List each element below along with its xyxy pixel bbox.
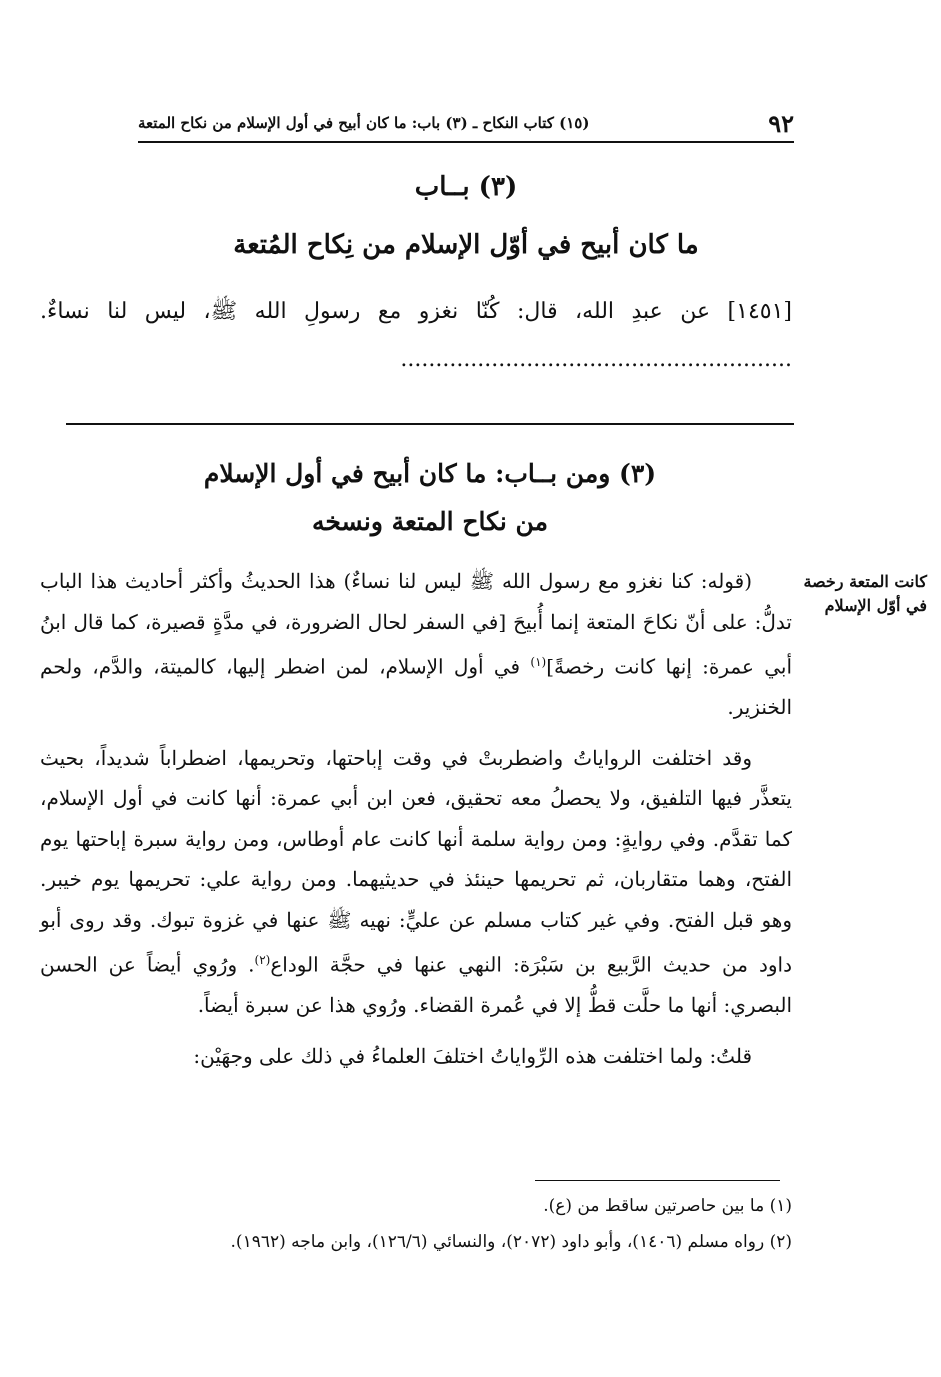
footnote-ref-2[interactable]: (٢): [254, 953, 271, 968]
commentary-paragraph: قلتُ: ولما اختلفت هذه الرِّواياتُ اختلفَ العلماءُ في ذلك على وجهَيْن:: [193, 1043, 752, 1068]
margin-note: كانت المتعة رخصة في أوّل الإسلام: [803, 572, 927, 615]
footnote-1: (١) ما بين حاصرتين ساقط من (ع).: [543, 1196, 792, 1216]
footnotes: [40, 1188, 792, 1260]
chapter-title: ما كان أبيح في أوّل الإسلام من نِكاح المُتعة: [233, 230, 699, 260]
footnote-divider: [535, 1180, 780, 1181]
hadith-text: عن عبدِ الله، قال: كُنّا نغزو مع رسولِ الله ﷺ، ليس لنا نساءٌ.: [40, 299, 711, 324]
chapter-number: (٣) بــاب: [414, 172, 518, 202]
section-title-line-2: من نكاح المتعة ونسخه: [312, 507, 548, 536]
hadith-ellipsis: ........................................................: [400, 347, 792, 372]
section-title: [66, 450, 794, 546]
page-number: ٩٢: [768, 108, 794, 138]
footnote-ref-1[interactable]: (١): [530, 655, 547, 669]
header-divider: [138, 141, 794, 143]
hadith-number: [١٤٥١]: [727, 299, 792, 324]
commentary-paragraph: وقد اختلفت الرواياتُ واضطربتْ في وقت إباحتها، وتحريمها، اضطراباً شديداً، بحيث يتعذَّر فيها التلفيق، ولا يحصلُ معه تحقيق، فعن ابن أبي عمرة: أنها كانت في أول الإسلام، كما تقدَّم. وفي روايةٍ: ومن رواية سلمة أنها كانت عام أوطاس، ومن رواية سبرة إباحتها يوم الفتح، وهما متقاربان، ثم تحريمها حينئذ في حديثيهما. ومن رواية علي: تحريمها يوم خيبر. وهو قبل الفتح. وفي غير كتاب مسلم عن عليٍّ: نهيه ﷺ عنها في غزوة تبوك. وقد روى أبو داود من حديث الرَّبيع بن سَبْرَة: النهي عنها في حجَّة الوداع$^{(٢)}$. ورُوي أيضاً عن الحسن البصري: أنها ما حلَّت قطُّ إلا في عُمرة القضاء. ورُوي هذا عن سبرة أيضاً.: [40, 745, 792, 1018]
commentary-body: [40, 561, 792, 1076]
running-head: (١٥) كتاب النكاح ـ (٣) باب: ما كان أبيح في أول الإسلام من نكاح المتعة: [138, 114, 590, 132]
footnote-2: (٢) رواه مسلم (١٤٠٦)، وأبو داود (٢٠٧٢)، والنسائي (١٢٦/٦)، وابن ماجه (١٩٦٢).: [230, 1232, 792, 1252]
text-commentary-divider: [66, 423, 794, 425]
section-title-line-1: (٣) ومن بــاب: ما كان أبيح في أول الإسلام: [203, 459, 657, 488]
commentary-paragraph: (قوله: كنا نغزو مع رسول الله ﷺ ليس لنا نساءٌ) هذا الحديثُ وأكثر أحاديث هذا الباب تدلُّ: على أنّ نكاحَ المتعة إنما أُبيحَ [في السفر لحال الضرورة، في مدَّةٍ قصيرة، كما قال ابنُ أبي عمرة: إنها كانت رخصةً]$^{(١)}$ في أول الإسلام، لمن اضطر إليها، كالميتة، والدَّم، ولحم الخنزير.: [40, 569, 792, 720]
hadith-text-block: [40, 288, 792, 384]
page-header: [138, 106, 794, 140]
